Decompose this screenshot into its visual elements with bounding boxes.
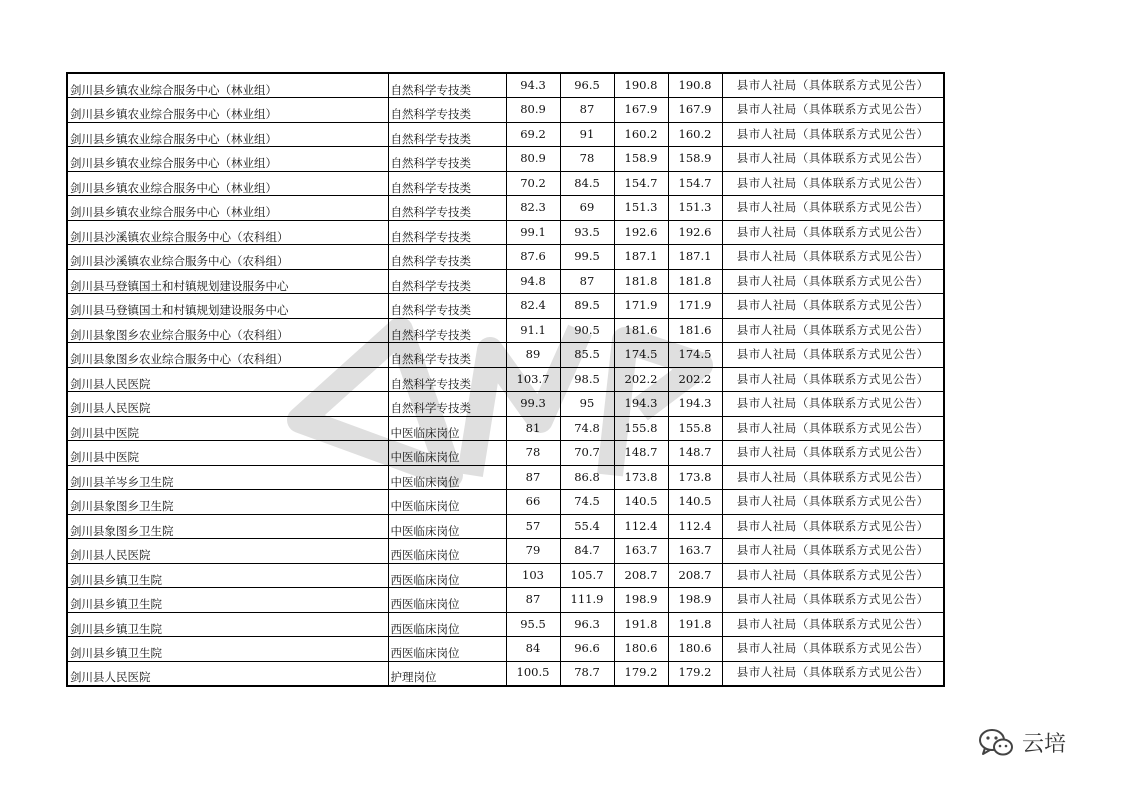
contact-cell: 县市人社局（具体联系方式见公告） [722,294,944,319]
score1-cell: 87 [506,465,560,490]
category-cell: 西医临床岗位 [388,563,506,588]
contact-cell: 县市人社局（具体联系方式见公告） [722,245,944,270]
unit-cell: 剑川县马登镇国土和村镇规划建设服务中心 [67,269,388,294]
score1-cell: 99.3 [506,392,560,417]
score1-cell: 103.7 [506,367,560,392]
total-cell: 167.9 [614,98,668,123]
category-cell: 西医临床岗位 [388,612,506,637]
contact-cell: 县市人社局（具体联系方式见公告） [722,588,944,613]
unit-cell: 剑川县人民医院 [67,661,388,686]
unit-cell: 剑川县乡镇农业综合服务中心（林业组） [67,147,388,172]
contact-cell: 县市人社局（具体联系方式见公告） [722,196,944,221]
score2-cell: 74.5 [560,490,614,515]
contact-cell: 县市人社局（具体联系方式见公告） [722,122,944,147]
category-cell: 中医临床岗位 [388,514,506,539]
final-cell: 190.8 [668,73,722,98]
final-cell: 173.8 [668,465,722,490]
category-cell: 自然科学专技类 [388,98,506,123]
contact-cell: 县市人社局（具体联系方式见公告） [722,514,944,539]
total-cell: 191.8 [614,612,668,637]
score2-cell: 91 [560,122,614,147]
table-row [67,612,944,637]
total-cell: 158.9 [614,147,668,172]
table-row [67,539,944,564]
total-cell: 160.2 [614,122,668,147]
category-cell: 自然科学专技类 [388,73,506,98]
contact-cell: 县市人社局（具体联系方式见公告） [722,465,944,490]
unit-cell: 剑川县羊岑乡卫生院 [67,465,388,490]
unit-cell: 剑川县乡镇卫生院 [67,588,388,613]
category-cell: 中医临床岗位 [388,416,506,441]
contact-cell: 县市人社局（具体联系方式见公告） [722,661,944,686]
unit-cell: 剑川县乡镇卫生院 [67,637,388,662]
final-cell: 194.3 [668,392,722,417]
unit-cell: 剑川县沙溪镇农业综合服务中心（农科组） [67,245,388,270]
table-row [67,367,944,392]
table-row [67,661,944,686]
score1-cell: 70.2 [506,171,560,196]
contact-cell: 县市人社局（具体联系方式见公告） [722,490,944,515]
unit-cell: 剑川县中医院 [67,416,388,441]
total-cell: 173.8 [614,465,668,490]
score2-cell: 69 [560,196,614,221]
category-cell: 自然科学专技类 [388,122,506,147]
final-cell: 140.5 [668,490,722,515]
score2-cell: 99.5 [560,245,614,270]
category-cell: 自然科学专技类 [388,294,506,319]
total-cell: 112.4 [614,514,668,539]
final-cell: 187.1 [668,245,722,270]
unit-cell: 剑川县人民医院 [67,367,388,392]
contact-cell: 县市人社局（具体联系方式见公告） [722,220,944,245]
unit-cell: 剑川县乡镇农业综合服务中心（林业组） [67,73,388,98]
score2-cell: 93.5 [560,220,614,245]
score1-cell: 95.5 [506,612,560,637]
score1-cell: 81 [506,416,560,441]
brand-logo [978,727,1066,758]
table-row [67,147,944,172]
unit-cell: 剑川县象图乡农业综合服务中心（农科组） [67,318,388,343]
score1-cell: 57 [506,514,560,539]
score1-cell: 91.1 [506,318,560,343]
score2-cell: 96.5 [560,73,614,98]
table-row [67,416,944,441]
logo-text: 云培 [1022,732,1067,757]
final-cell: 160.2 [668,122,722,147]
score1-cell: 80.9 [506,98,560,123]
contact-cell: 县市人社局（具体联系方式见公告） [722,147,944,172]
final-cell: 180.6 [668,637,722,662]
unit-cell: 剑川县乡镇农业综合服务中心（林业组） [67,122,388,147]
score1-cell: 94.3 [506,73,560,98]
total-cell: 181.8 [614,269,668,294]
score2-cell: 84.5 [560,171,614,196]
total-cell: 155.8 [614,416,668,441]
table-row [67,245,944,270]
table-row [67,490,944,515]
final-cell: 154.7 [668,171,722,196]
unit-cell: 剑川县马登镇国土和村镇规划建设服务中心 [67,294,388,319]
score1-cell: 100.5 [506,661,560,686]
contact-cell: 县市人社局（具体联系方式见公告） [722,637,944,662]
score1-cell: 89 [506,343,560,368]
contact-cell: 县市人社局（具体联系方式见公告） [722,318,944,343]
unit-cell: 剑川县象图乡农业综合服务中心（农科组） [67,343,388,368]
category-cell: 自然科学专技类 [388,269,506,294]
score1-cell: 66 [506,490,560,515]
unit-cell: 剑川县沙溪镇农业综合服务中心（农科组） [67,220,388,245]
table-row [67,269,944,294]
contact-cell: 县市人社局（具体联系方式见公告） [722,563,944,588]
unit-cell: 剑川县象图乡卫生院 [67,490,388,515]
category-cell: 自然科学专技类 [388,147,506,172]
final-cell: 174.5 [668,343,722,368]
final-cell: 112.4 [668,514,722,539]
wechat-icon [978,728,1014,758]
contact-cell: 县市人社局（具体联系方式见公告） [722,416,944,441]
unit-cell: 剑川县人民医院 [67,539,388,564]
score2-cell: 87 [560,98,614,123]
score-table [66,72,945,687]
score2-cell: 95 [560,392,614,417]
total-cell: 171.9 [614,294,668,319]
score1-cell: 103 [506,563,560,588]
score1-cell: 79 [506,539,560,564]
score2-cell: 90.5 [560,318,614,343]
total-cell: 180.6 [614,637,668,662]
contact-cell: 县市人社局（具体联系方式见公告） [722,73,944,98]
final-cell: 158.9 [668,147,722,172]
table-row [67,637,944,662]
final-cell: 192.6 [668,220,722,245]
score2-cell: 96.3 [560,612,614,637]
score2-cell: 86.8 [560,465,614,490]
total-cell: 181.6 [614,318,668,343]
contact-cell: 县市人社局（具体联系方式见公告） [722,441,944,466]
contact-cell: 县市人社局（具体联系方式见公告） [722,98,944,123]
total-cell: 187.1 [614,245,668,270]
category-cell: 自然科学专技类 [388,392,506,417]
score2-cell: 78.7 [560,661,614,686]
final-cell: 198.9 [668,588,722,613]
score1-cell: 84 [506,637,560,662]
final-cell: 208.7 [668,563,722,588]
final-cell: 151.3 [668,196,722,221]
score2-cell: 70.7 [560,441,614,466]
contact-cell: 县市人社局（具体联系方式见公告） [722,392,944,417]
table-row [67,514,944,539]
unit-cell: 剑川县乡镇农业综合服务中心（林业组） [67,171,388,196]
table-row [67,220,944,245]
category-cell: 中医临床岗位 [388,441,506,466]
score2-cell: 98.5 [560,367,614,392]
category-cell: 西医临床岗位 [388,637,506,662]
category-cell: 自然科学专技类 [388,171,506,196]
contact-cell: 县市人社局（具体联系方式见公告） [722,343,944,368]
unit-cell: 剑川县乡镇农业综合服务中心（林业组） [67,98,388,123]
score1-cell: 87 [506,588,560,613]
unit-cell: 剑川县人民医院 [67,392,388,417]
score1-cell: 82.3 [506,196,560,221]
unit-cell: 剑川县象图乡卫生院 [67,514,388,539]
category-cell: 自然科学专技类 [388,318,506,343]
total-cell: 140.5 [614,490,668,515]
category-cell: 自然科学专技类 [388,245,506,270]
contact-cell: 县市人社局（具体联系方式见公告） [722,171,944,196]
unit-cell: 剑川县乡镇农业综合服务中心（林业组） [67,196,388,221]
score1-cell: 99.1 [506,220,560,245]
unit-cell: 剑川县中医院 [67,441,388,466]
score2-cell: 85.5 [560,343,614,368]
table-body [67,73,944,686]
contact-cell: 县市人社局（具体联系方式见公告） [722,612,944,637]
total-cell: 202.2 [614,367,668,392]
total-cell: 190.8 [614,73,668,98]
total-cell: 198.9 [614,588,668,613]
category-cell: 西医临床岗位 [388,539,506,564]
score1-cell: 78 [506,441,560,466]
unit-cell: 剑川县乡镇卫生院 [67,612,388,637]
total-cell: 194.3 [614,392,668,417]
category-cell: 中医临床岗位 [388,465,506,490]
contact-cell: 县市人社局（具体联系方式见公告） [722,367,944,392]
final-cell: 155.8 [668,416,722,441]
score2-cell: 111.9 [560,588,614,613]
category-cell: 自然科学专技类 [388,343,506,368]
score1-cell: 69.2 [506,122,560,147]
table-row [67,441,944,466]
score1-cell: 94.8 [506,269,560,294]
total-cell: 179.2 [614,661,668,686]
contact-cell: 县市人社局（具体联系方式见公告） [722,539,944,564]
final-cell: 191.8 [668,612,722,637]
category-cell: 自然科学专技类 [388,220,506,245]
category-cell: 护理岗位 [388,661,506,686]
table-row [67,73,944,98]
score2-cell: 87 [560,269,614,294]
final-cell: 163.7 [668,539,722,564]
category-cell: 中医临床岗位 [388,490,506,515]
table-row [67,98,944,123]
score2-cell: 84.7 [560,539,614,564]
final-cell: 179.2 [668,661,722,686]
unit-cell: 剑川县乡镇卫生院 [67,563,388,588]
total-cell: 154.7 [614,171,668,196]
final-cell: 171.9 [668,294,722,319]
score2-cell: 55.4 [560,514,614,539]
score2-cell: 74.8 [560,416,614,441]
table-row [67,588,944,613]
final-cell: 148.7 [668,441,722,466]
score2-cell: 89.5 [560,294,614,319]
total-cell: 151.3 [614,196,668,221]
table-row [67,122,944,147]
score2-cell: 105.7 [560,563,614,588]
table-row [67,171,944,196]
total-cell: 192.6 [614,220,668,245]
total-cell: 163.7 [614,539,668,564]
final-cell: 167.9 [668,98,722,123]
table-row [67,563,944,588]
total-cell: 148.7 [614,441,668,466]
final-cell: 181.6 [668,318,722,343]
table-row [67,318,944,343]
score1-cell: 80.9 [506,147,560,172]
table-row [67,392,944,417]
table-row [67,294,944,319]
score1-cell: 82.4 [506,294,560,319]
score1-cell: 87.6 [506,245,560,270]
table-row [67,465,944,490]
final-cell: 181.8 [668,269,722,294]
table-row [67,343,944,368]
final-cell: 202.2 [668,367,722,392]
score2-cell: 78 [560,147,614,172]
category-cell: 西医临床岗位 [388,588,506,613]
category-cell: 自然科学专技类 [388,367,506,392]
table-row [67,196,944,221]
total-cell: 208.7 [614,563,668,588]
total-cell: 174.5 [614,343,668,368]
score2-cell: 96.6 [560,637,614,662]
category-cell: 自然科学专技类 [388,196,506,221]
contact-cell: 县市人社局（具体联系方式见公告） [722,269,944,294]
